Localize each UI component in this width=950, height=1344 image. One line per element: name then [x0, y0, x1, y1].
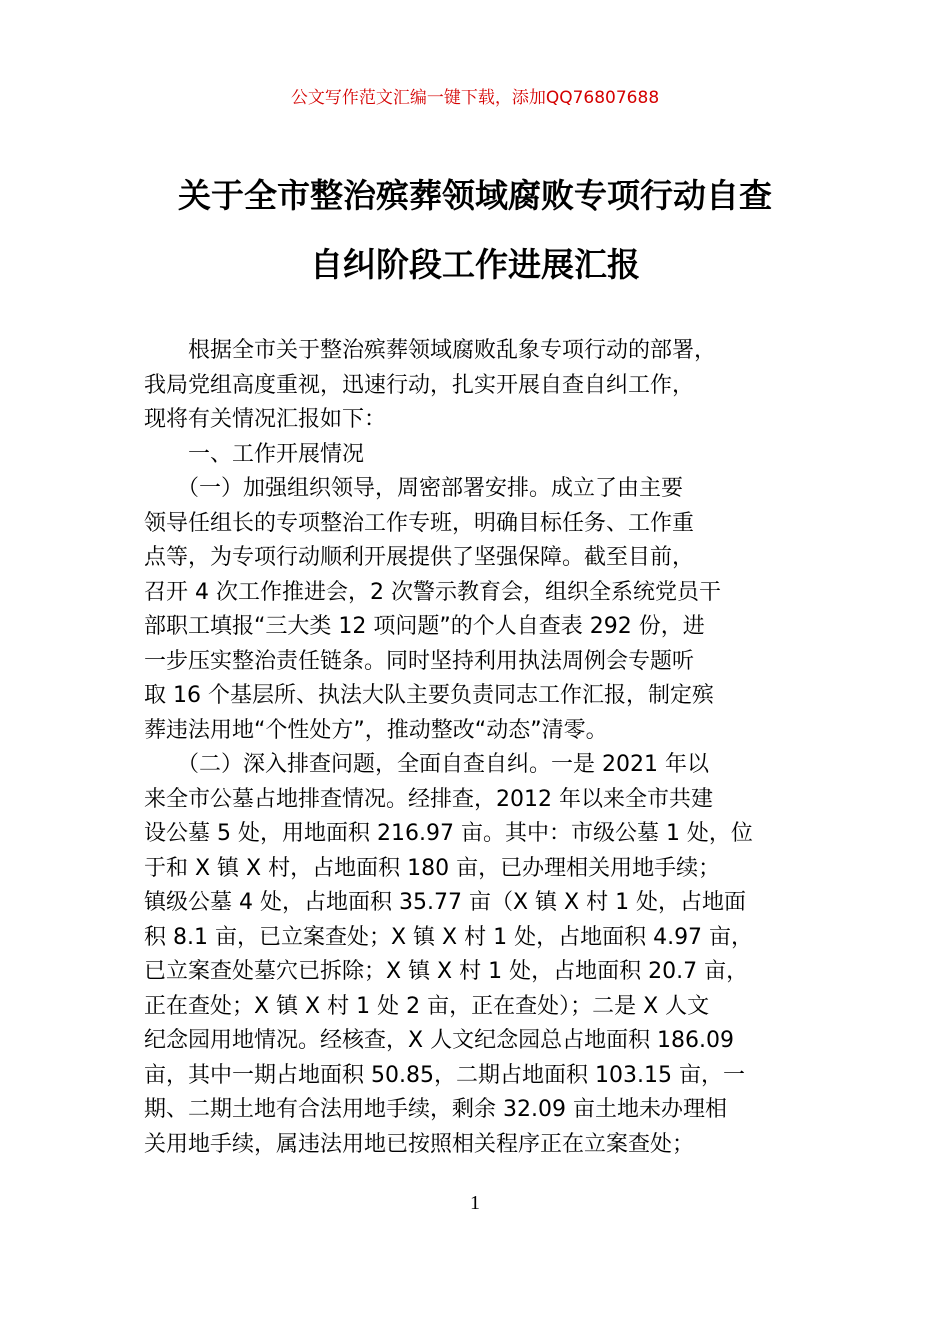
body-line: 一步压实整治责任链条。同时坚持利用执法周例会专题听 [144, 648, 695, 674]
body-line: （一）加强组织领导，周密部署安排。成立了由主要 [144, 476, 684, 501]
body-line: 期、二期土地有合法用地手续，剩余 32.09 亩土地未办理相 [144, 1097, 727, 1122]
body-line: 镇级公墓 4 处，占地面积 35.77 亩（X 镇 X 村 1 处，占地面 [144, 890, 747, 915]
body-line: 根据全市关于整治殡葬领域腐败乱象专项行动的部署， [144, 338, 717, 363]
header-download-note: 公文写作范文汇编一键下载，添加QQ76807688 [290, 88, 660, 108]
body-line: 领导任组长的专项整治工作专班，明确目标任务、工作重 [144, 510, 695, 536]
body-line: 积 8.1 亩，已立案查处；X 镇 X 村 1 处，占地面积 4.97 亩， [144, 924, 754, 950]
body-line: 召开 4 次工作推进会，2 次警示教育会，组织全系统党员干 [144, 579, 721, 605]
body-line: （二）深入排查问题，全面自查自纠。一是 2021 年以 [144, 752, 709, 777]
body-line: 来全市公墓占地排查情况。经排查，2012 年以来全市共建 [144, 786, 713, 812]
body-line: 现将有关情况汇报如下： [144, 407, 387, 432]
body-line: 设公墓 5 处，用地面积 216.97 亩。其中：市级公墓 1 处，位 [144, 821, 753, 846]
body-line: 葬违法用地“个性处方”，推动整改“动态”清零。 [144, 717, 608, 743]
body-line: 已立案查处墓穴已拆除；X 镇 X 村 1 处，占地面积 20.7 亩， [144, 959, 749, 984]
body-line: 点等，为专项行动顺利开展提供了坚强保障。截至目前， [144, 545, 695, 570]
body-line: 亩，其中一期占地面积 50.85，二期占地面积 103.15 亩，一 [144, 1062, 745, 1088]
document-title-line-2: 自纠阶段工作进展汇报 [310, 245, 640, 284]
body-line: 取 16 个基层所、执法大队主要负责同志工作汇报，制定殡 [144, 683, 714, 708]
body-line: 关用地手续，属违法用地已按照相关程序正在立案查处； [144, 1131, 695, 1157]
document-title-line-1: 关于全市整治殡葬领域腐败专项行动自查 [178, 176, 772, 215]
body-line: 正在查处；X 镇 X 村 1 处 2 亩，正在查处）；二是 X 人文 [144, 993, 710, 1019]
section-heading: 一、工作开展情况 [144, 441, 365, 467]
body-line: 于和 X 镇 X 村，占地面积 180 亩，已办理相关用地手续； [144, 855, 721, 881]
body-line: 部职工填报“三大类 12 项问题”的个人自查表 292 份，进 [144, 614, 705, 639]
page-number: 1 [470, 1192, 480, 1214]
body-line: 我局党组高度重视，迅速行动，扎实开展自查自纠工作， [144, 372, 695, 398]
body-line: 纪念园用地情况。经核查，X 人文纪念园总占地面积 186.09 [144, 1028, 735, 1053]
document-body [144, 334, 810, 1162]
